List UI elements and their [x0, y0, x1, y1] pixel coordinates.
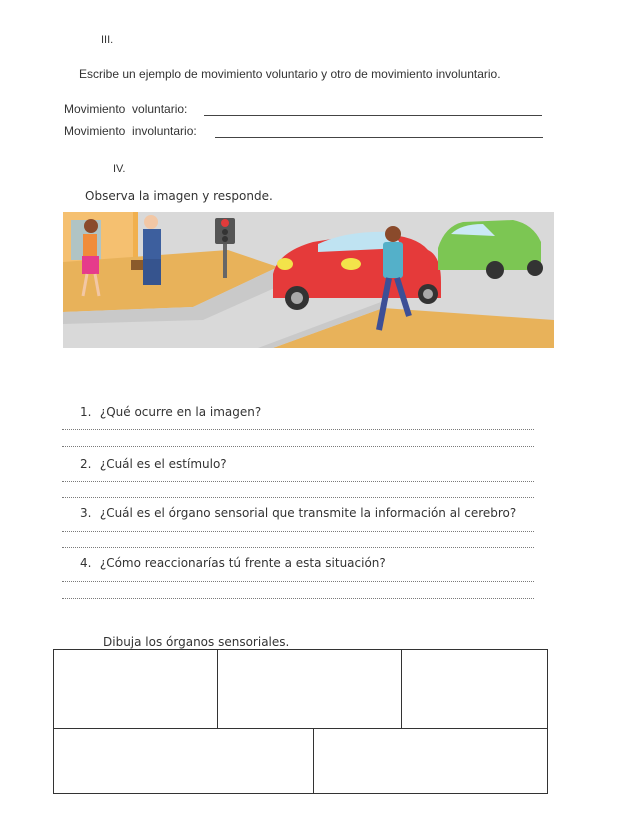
- answer-line-3b[interactable]: [62, 547, 534, 548]
- drawing-cell-4[interactable]: [54, 729, 313, 793]
- section-iv-roman: IV.: [113, 163, 126, 175]
- question-2-text: ¿Cuál es el estímulo?: [99, 457, 227, 471]
- answer-line-2a[interactable]: [62, 481, 534, 482]
- drawing-cell-5[interactable]: [314, 729, 547, 793]
- answer-line-1a[interactable]: [62, 429, 534, 430]
- question-3-text: ¿Cuál es el órgano sensorial que transmite la información al cerebro?: [99, 506, 517, 520]
- drawing-instruction: Dibuja los órganos sensoriales.: [103, 635, 290, 649]
- answer-line-3a[interactable]: [62, 531, 534, 532]
- answer-line-1b[interactable]: [62, 446, 534, 447]
- answer-line-4b[interactable]: [62, 598, 534, 599]
- question-4-text: ¿Cómo reaccionarías tú frente a esta situación?: [99, 556, 386, 570]
- question-4-number: 4.: [80, 556, 92, 570]
- question-2: [80, 457, 227, 471]
- answer-line-2b[interactable]: [62, 497, 534, 498]
- voluntary-answer-line[interactable]: [204, 115, 542, 116]
- question-4: [80, 556, 386, 570]
- section-iii-instruction: Escribe un ejemplo de movimiento voluntario y otro de movimiento involuntario.: [79, 67, 501, 81]
- question-3: [80, 506, 516, 520]
- street-scene-illustration: [63, 212, 554, 348]
- question-3-number: 3.: [80, 506, 92, 520]
- question-1-text: ¿Qué ocurre en la imagen?: [99, 405, 262, 419]
- involuntary-label: Movimiento involuntario:: [64, 124, 197, 138]
- question-1: [80, 405, 261, 419]
- drawing-table: [53, 649, 548, 794]
- drawing-cell-1[interactable]: [54, 650, 217, 728]
- drawing-cell-3[interactable]: [402, 650, 547, 728]
- question-2-number: 2.: [80, 457, 92, 471]
- answer-line-4a[interactable]: [62, 581, 534, 582]
- section-iii-roman: III.: [101, 34, 114, 46]
- drawing-cell-2[interactable]: [218, 650, 401, 728]
- voluntary-label: Movimiento voluntario:: [64, 102, 188, 116]
- section-iv-instruction: Observa la imagen y responde.: [85, 189, 273, 203]
- question-1-number: 1.: [80, 405, 92, 419]
- involuntary-answer-line[interactable]: [215, 137, 543, 138]
